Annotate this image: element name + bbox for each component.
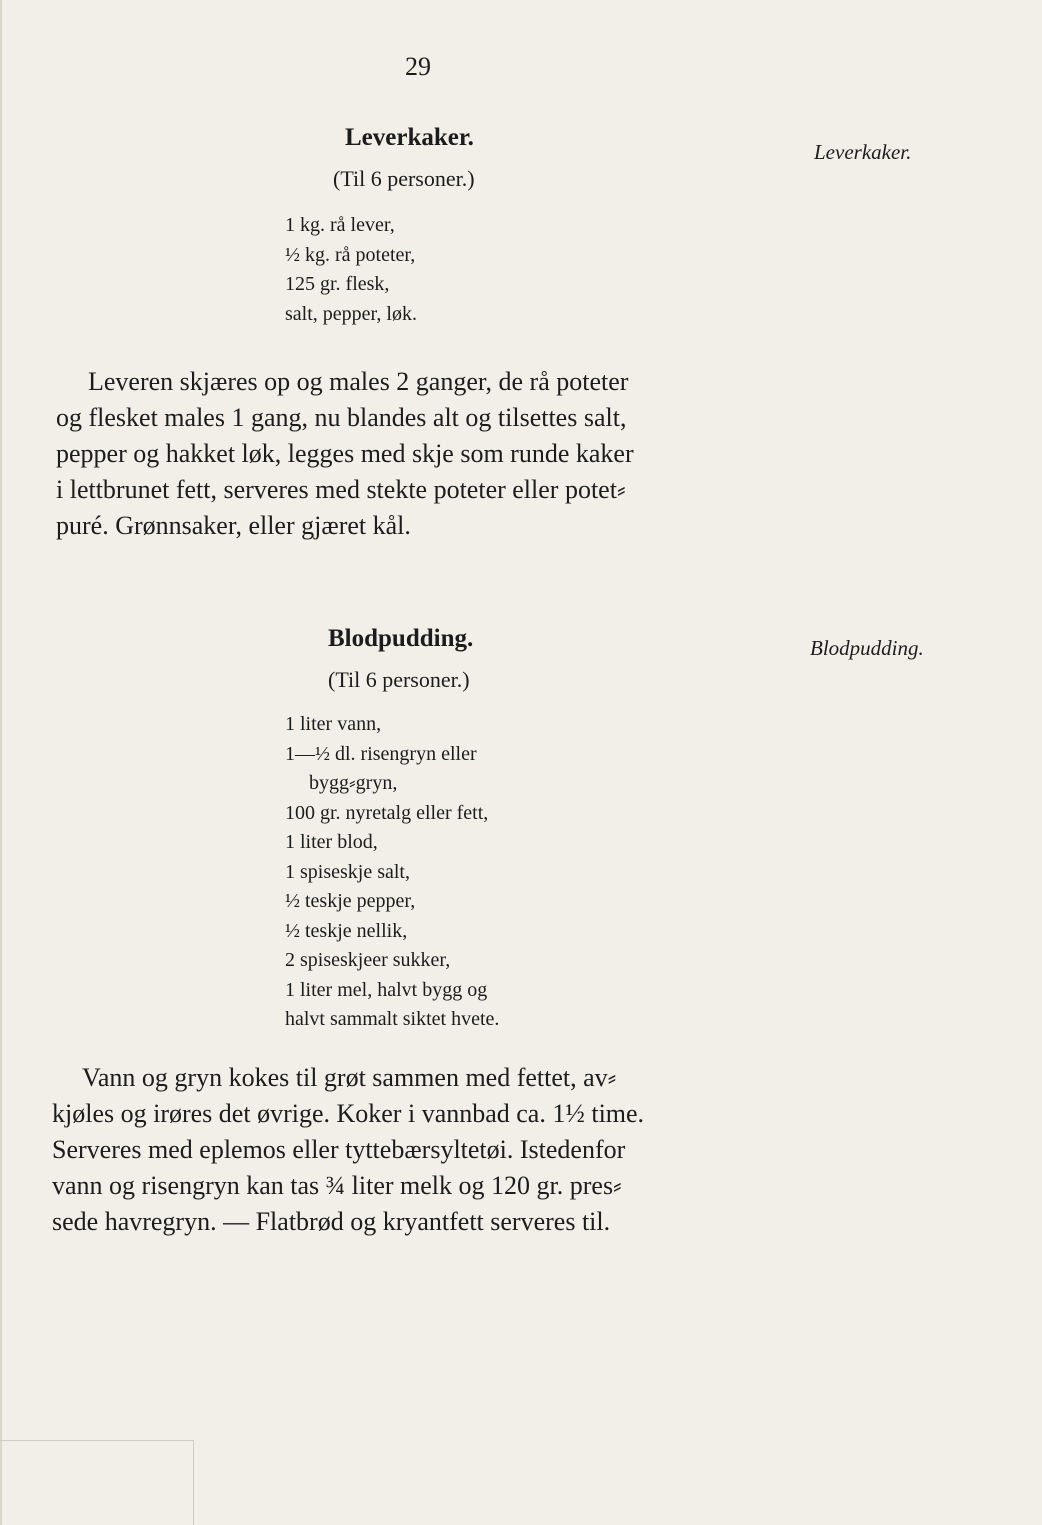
margin-note-leverkaker: Leverkaker. [814,140,912,164]
ingredient-item: bygg⸗gryn, [309,772,398,794]
method-line: kjøles og irøres det øvrige. Koker i vannbad ca. 1½ time. [52,1099,645,1128]
ingredient-item: 1 spiseskje salt, [285,860,410,883]
method-line: sede havregryn. — Flatbrød og kryantfett serveres til. [52,1207,611,1236]
recipe-serves-leverkaker: (Til 6 personer.) [333,166,475,191]
ingredient-item: 2 spiseskjeer sukker, [285,949,451,971]
ingredient-list-leverkaker [285,211,417,329]
ingredient-item: ½ kg. rå poteter, [285,243,416,266]
method-line: og flesket males 1 gang, nu blandes alt og tilsettes salt, [56,403,627,432]
method-line: Vann og gryn kokes til grøt sammen med fettet, av⸗ [82,1063,617,1092]
recipe-title-blodpudding: Blodpudding. [328,625,474,652]
method-line: Serveres med eplemos eller tyttebærsyltetøi. Istedenfor [52,1135,626,1164]
ingredient-item: salt, pepper, løk. [285,302,417,325]
method-line: vann og risengryn kan tas ¾ liter melk og 120 gr. pres⸗ [52,1171,622,1200]
ingredient-item: 1 liter vann, [285,713,382,735]
page-edge [0,0,2,1525]
recipe-serves-blodpudding: (Til 6 personer.) [328,667,470,692]
ingredient-item: 1 liter mel, halvt bygg og [285,978,488,1001]
ingredient-item: 125 gr. flesk, [285,273,390,295]
ingredient-item: 1 liter blod, [285,831,378,853]
ingredient-list-blodpudding [285,710,499,1035]
method-line: pepper og hakket løk, legges med skje som runde kaker [56,439,634,468]
ingredient-item: ½ teskje nellik, [285,919,408,942]
ingredient-item: ½ teskje pepper, [285,890,416,912]
method-line: puré. Grønnsaker, eller gjæret kål. [56,511,411,540]
recipe-title-leverkaker: Leverkaker. [345,124,474,151]
ingredient-item: 1 kg. rå lever, [285,214,395,236]
method-line: i lettbrunet fett, serveres med stekte poteter eller potet⸗ [56,475,626,504]
method-line: Leveren skjæres op og males 2 ganger, de rå poteter [88,367,629,396]
ingredient-item: halvt sammalt siktet hvete. [285,1008,500,1030]
ingredient-item: 1—½ dl. risengryn eller [285,742,477,765]
method-paragraph-leverkaker [56,364,634,544]
page-number: 29 [405,52,431,81]
method-paragraph-blodpudding [52,1060,644,1240]
margin-note-blodpudding: Blodpudding. [810,636,924,660]
ingredient-item: 100 gr. nyretalg eller fett, [285,801,489,824]
corner-stamp-box [0,1440,194,1525]
